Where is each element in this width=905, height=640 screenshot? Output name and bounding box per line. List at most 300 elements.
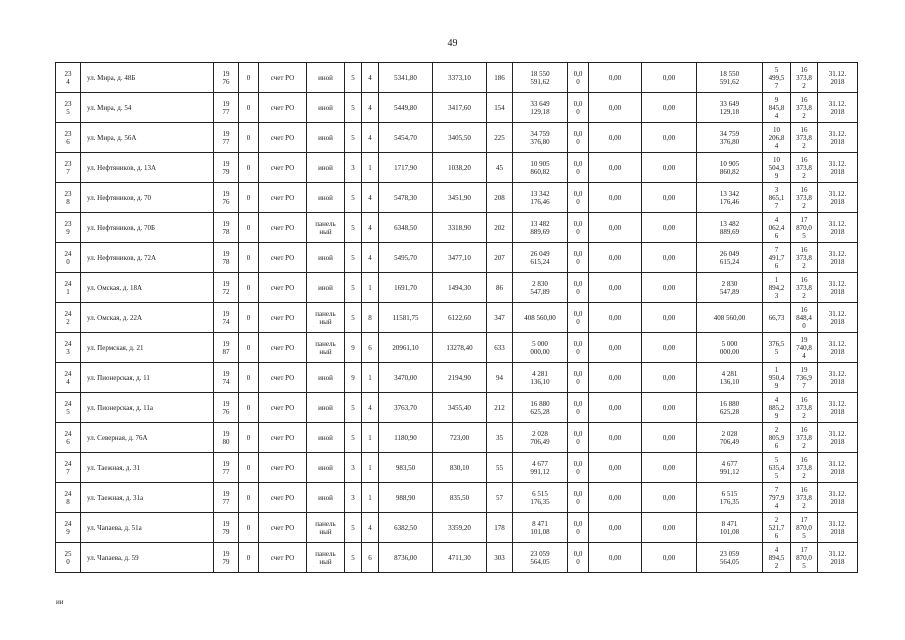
cell-completion-date xyxy=(818,63,858,93)
cell-text: 0,0 0 xyxy=(573,489,583,506)
cell-year-commissioned xyxy=(239,483,259,513)
cell-cost-federal xyxy=(568,513,589,543)
cell-fund-method xyxy=(259,243,307,273)
cell-row-number xyxy=(56,93,81,123)
cell-completion-date xyxy=(818,123,858,153)
cell-cost-federal xyxy=(568,243,589,273)
cell-text: 16 373,8 2 xyxy=(796,245,812,270)
cell-address xyxy=(81,453,214,483)
cell-max-unit-cost xyxy=(791,303,818,333)
cell-cost-owners xyxy=(697,483,763,513)
cell-floors xyxy=(345,363,362,393)
cell-unit-cost xyxy=(763,183,791,213)
cell-year-built xyxy=(214,273,239,303)
cell-address xyxy=(81,393,214,423)
cell-year-commissioned xyxy=(239,123,259,153)
cell-cost-municipal xyxy=(642,183,697,213)
cell-text: 31.12. 2018 xyxy=(828,99,847,116)
cell-text: 1 xyxy=(368,493,372,502)
cell-text: 830,10 xyxy=(449,463,470,472)
cell-max-unit-cost xyxy=(791,393,818,423)
cell-text: иной xyxy=(318,433,333,442)
cell-floors xyxy=(345,243,362,273)
cell-text: 4 062,4 6 xyxy=(768,215,785,240)
cell-fund-method xyxy=(259,273,307,303)
cell-entrances xyxy=(362,513,379,543)
cell-text: 13 482 889,69 xyxy=(530,219,550,236)
cell-cost-municipal xyxy=(642,63,697,93)
cell-text: 24 1 xyxy=(64,279,72,296)
cell-residents xyxy=(487,153,513,183)
cell-total-area xyxy=(379,63,433,93)
cell-text: 835,50 xyxy=(449,493,470,502)
cell-wall-material xyxy=(307,543,345,573)
cell-text: 5478,30 xyxy=(394,193,417,202)
cell-year-built xyxy=(214,213,239,243)
cell-wall-material xyxy=(307,393,345,423)
cell-max-unit-cost xyxy=(791,543,818,573)
cell-text: 23 4 xyxy=(64,69,72,86)
cell-cost-regional xyxy=(589,333,642,363)
cell-cost-owners xyxy=(697,303,763,333)
cell-residents xyxy=(487,543,513,573)
cell-text: 24 6 xyxy=(64,429,72,446)
cell-row-number xyxy=(56,243,81,273)
cell-text: 3 xyxy=(351,493,355,502)
cell-year-built xyxy=(214,183,239,213)
cell-text: 0,00 xyxy=(662,253,676,262)
cell-fund-method xyxy=(259,303,307,333)
cell-text: 0,0 0 xyxy=(573,519,583,536)
cell-text: 9 xyxy=(351,343,355,352)
cell-text: 0,0 0 xyxy=(573,399,583,416)
cell-floors xyxy=(345,513,362,543)
cell-total-cost xyxy=(513,243,568,273)
cell-text: 23 7 xyxy=(64,159,72,176)
cell-address xyxy=(81,273,214,303)
cell-max-unit-cost xyxy=(791,123,818,153)
cell-text: 0,0 0 xyxy=(573,309,583,326)
cell-fund-method xyxy=(259,423,307,453)
cell-cost-owners xyxy=(697,273,763,303)
cell-year-built xyxy=(214,63,239,93)
cell-fund-method xyxy=(259,213,307,243)
cell-text: 16 848,4 0 xyxy=(796,305,812,330)
cell-cost-municipal xyxy=(642,393,697,423)
cell-cost-owners xyxy=(697,183,763,213)
cell-text: счет РО xyxy=(270,193,295,202)
cell-text: 0,00 xyxy=(608,193,622,202)
cell-text: 10 905 860,82 xyxy=(530,159,550,176)
cell-cost-municipal xyxy=(642,333,697,363)
table-row xyxy=(56,93,858,123)
cell-row-number xyxy=(56,363,81,393)
cell-text: счет РО xyxy=(270,373,295,382)
cell-cost-municipal xyxy=(642,123,697,153)
cell-text: 16 373,8 2 xyxy=(796,185,812,210)
cell-year-built xyxy=(214,393,239,423)
cell-text: 0 xyxy=(246,553,251,562)
cell-text: 633 xyxy=(494,343,505,352)
cell-wall-material xyxy=(307,483,345,513)
cell-text: ул. Нефтяников, д. 70Б xyxy=(87,223,156,232)
cell-address xyxy=(81,513,214,543)
cell-text: 31.12. 2018 xyxy=(828,219,847,236)
cell-floors xyxy=(345,273,362,303)
cell-max-unit-cost xyxy=(791,63,818,93)
cell-text: 0,00 xyxy=(608,403,622,412)
cell-total-cost xyxy=(513,393,568,423)
cell-wall-material xyxy=(307,423,345,453)
table-row xyxy=(56,513,858,543)
cell-text: 6122,60 xyxy=(448,313,471,322)
cell-text: 3451,90 xyxy=(448,193,471,202)
cell-total-cost xyxy=(513,513,568,543)
cell-total-cost xyxy=(513,153,568,183)
cell-floors xyxy=(345,153,362,183)
cell-row-number xyxy=(56,513,81,543)
cell-max-unit-cost xyxy=(791,453,818,483)
cell-text: 1 950,4 9 xyxy=(768,365,785,390)
cell-cost-federal xyxy=(568,303,589,333)
cell-total-cost xyxy=(513,183,568,213)
cell-text: 31.12. 2018 xyxy=(828,459,847,476)
cell-text: ул. Пионерская, д. 11а xyxy=(87,403,153,412)
cell-text: 0,00 xyxy=(608,553,622,562)
cell-floors xyxy=(345,453,362,483)
cell-cost-owners xyxy=(697,513,763,543)
cell-completion-date xyxy=(818,183,858,213)
cell-text: 8 xyxy=(368,313,372,322)
cell-row-number xyxy=(56,63,81,93)
cell-residents xyxy=(487,483,513,513)
cell-text: счет РО xyxy=(270,253,295,262)
cell-text: 0,0 0 xyxy=(573,429,583,446)
table-row xyxy=(56,183,858,213)
cell-text: 225 xyxy=(494,133,505,142)
cell-unit-cost xyxy=(763,333,791,363)
cell-wall-material xyxy=(307,93,345,123)
cell-text: ул. Чапаева, д. 59 xyxy=(87,553,139,562)
cell-unit-cost xyxy=(763,513,791,543)
cell-unit-cost xyxy=(763,423,791,453)
cell-living-area xyxy=(433,93,487,123)
cell-text: 17 870,0 5 xyxy=(796,515,812,540)
cell-text: 408 560,00 xyxy=(713,313,746,322)
cell-text: 31.12. 2018 xyxy=(828,189,847,206)
cell-text: 3455,40 xyxy=(448,403,471,412)
cell-cost-regional xyxy=(589,213,642,243)
cell-text: 0,00 xyxy=(608,493,622,502)
cell-cost-owners xyxy=(697,423,763,453)
cell-text: 5 xyxy=(351,133,355,142)
cell-text: панель ный xyxy=(315,549,336,566)
cell-residents xyxy=(487,213,513,243)
cell-entrances xyxy=(362,363,379,393)
cell-unit-cost xyxy=(763,273,791,303)
cell-year-commissioned xyxy=(239,513,259,543)
cell-text: 16 373,8 2 xyxy=(796,125,812,150)
cell-text: 5 xyxy=(351,403,355,412)
cell-text: счет РО xyxy=(270,343,295,352)
cell-text: 207 xyxy=(494,253,505,262)
cell-text: 0,00 xyxy=(662,403,676,412)
cell-text: 0,00 xyxy=(662,133,676,142)
cell-floors xyxy=(345,213,362,243)
cell-text: счет РО xyxy=(270,313,295,322)
table-row xyxy=(56,393,858,423)
cell-text: 208 xyxy=(494,193,505,202)
cell-unit-cost xyxy=(763,393,791,423)
cell-text: 31.12. 2018 xyxy=(828,309,847,326)
cell-year-built xyxy=(214,483,239,513)
page-number: 49 xyxy=(447,38,458,49)
cell-text: 5 635,4 5 xyxy=(768,455,785,480)
cell-text: 19 79 xyxy=(222,519,230,536)
cell-text: 0,0 0 xyxy=(573,99,583,116)
cell-unit-cost xyxy=(763,483,791,513)
cell-text: 16 373,8 2 xyxy=(796,275,812,300)
cell-entrances xyxy=(362,123,379,153)
cell-year-commissioned xyxy=(239,213,259,243)
cell-text: 2 830 547,89 xyxy=(530,279,550,296)
cell-text: 4 894,5 2 xyxy=(768,545,785,570)
cell-completion-date xyxy=(818,543,858,573)
cell-year-built xyxy=(214,303,239,333)
cell-row-number xyxy=(56,123,81,153)
cell-text: иной xyxy=(318,73,333,82)
cell-cost-regional xyxy=(589,123,642,153)
cell-cost-regional xyxy=(589,303,642,333)
cell-residents xyxy=(487,393,513,423)
cell-text: иной xyxy=(318,373,333,382)
cell-total-area xyxy=(379,393,433,423)
cell-text: 0 xyxy=(246,343,251,352)
cell-text: иной xyxy=(318,193,333,202)
cell-year-commissioned xyxy=(239,243,259,273)
table-row xyxy=(56,333,858,363)
cell-row-number xyxy=(56,453,81,483)
cell-text: 0,00 xyxy=(662,433,676,442)
cell-text: 5 000 000,00 xyxy=(530,339,550,356)
cell-text: 0,00 xyxy=(608,163,622,172)
cell-floors xyxy=(345,543,362,573)
cell-fund-method xyxy=(259,453,307,483)
cell-cost-federal xyxy=(568,63,589,93)
cell-text: 0,00 xyxy=(662,553,676,562)
cell-text: 0,0 0 xyxy=(573,249,583,266)
cell-residents xyxy=(487,123,513,153)
cell-text: 5 xyxy=(351,193,355,202)
cell-text: 0,00 xyxy=(608,283,622,292)
cell-year-built xyxy=(214,453,239,483)
cell-wall-material xyxy=(307,273,345,303)
cell-floors xyxy=(345,123,362,153)
cell-unit-cost xyxy=(763,213,791,243)
cell-text: 186 xyxy=(494,73,505,82)
cell-completion-date xyxy=(818,513,858,543)
cell-text: 1 xyxy=(368,433,372,442)
cell-text: 376,5 5 xyxy=(768,339,785,356)
cell-fund-method xyxy=(259,483,307,513)
cell-text: 6 515 176,35 xyxy=(530,489,550,506)
cell-wall-material xyxy=(307,183,345,213)
cell-living-area xyxy=(433,183,487,213)
cell-cost-federal xyxy=(568,483,589,513)
cell-max-unit-cost xyxy=(791,243,818,273)
cell-text: счет РО xyxy=(270,403,295,412)
cell-text: 31.12. 2018 xyxy=(828,129,847,146)
table-row xyxy=(56,63,858,93)
cell-address xyxy=(81,483,214,513)
cell-text: 16 373,8 2 xyxy=(796,155,812,180)
cell-entrances xyxy=(362,543,379,573)
cell-cost-municipal xyxy=(642,363,697,393)
cell-text: иной xyxy=(318,493,333,502)
cell-cost-owners xyxy=(697,63,763,93)
cell-cost-municipal xyxy=(642,153,697,183)
cell-cost-federal xyxy=(568,423,589,453)
cell-text: 19 76 xyxy=(222,69,230,86)
cell-text: 13 482 889,69 xyxy=(719,219,740,236)
cell-text: ул. Нефтяников, д. 70 xyxy=(87,193,152,202)
cell-text: 94 xyxy=(496,373,503,382)
cell-year-built xyxy=(214,123,239,153)
cell-wall-material xyxy=(307,453,345,483)
cell-completion-date xyxy=(818,153,858,183)
cell-text: 0,0 0 xyxy=(573,219,583,236)
cell-unit-cost xyxy=(763,363,791,393)
cell-text: 5 xyxy=(351,283,355,292)
cell-row-number xyxy=(56,183,81,213)
cell-text: 0 xyxy=(246,193,251,202)
cell-row-number xyxy=(56,483,81,513)
cell-cost-municipal xyxy=(642,273,697,303)
cell-total-area xyxy=(379,333,433,363)
cell-floors xyxy=(345,393,362,423)
cell-text: 24 9 xyxy=(64,519,72,536)
cell-total-area xyxy=(379,423,433,453)
cell-text: 202 xyxy=(494,223,505,232)
cell-address xyxy=(81,153,214,183)
table-row xyxy=(56,453,858,483)
cell-text: 3405,50 xyxy=(448,133,471,142)
cell-cost-federal xyxy=(568,333,589,363)
cell-entrances xyxy=(362,183,379,213)
cell-text: 16 373,8 2 xyxy=(796,485,812,510)
cell-year-commissioned xyxy=(239,273,259,303)
cell-text: 16 373,8 2 xyxy=(796,65,812,90)
cell-entrances xyxy=(362,303,379,333)
cell-completion-date xyxy=(818,393,858,423)
cell-floors xyxy=(345,303,362,333)
cell-cost-regional xyxy=(589,153,642,183)
cell-text: 1038,20 xyxy=(448,163,471,172)
cell-total-cost xyxy=(513,543,568,573)
cell-text: 0,00 xyxy=(608,373,622,382)
cell-completion-date xyxy=(818,423,858,453)
cell-text: счет РО xyxy=(270,283,295,292)
cell-text: 31.12. 2018 xyxy=(828,279,847,296)
cell-text: счет РО xyxy=(270,133,295,142)
cell-unit-cost xyxy=(763,243,791,273)
cell-max-unit-cost xyxy=(791,483,818,513)
cell-cost-regional xyxy=(589,183,642,213)
cell-total-cost xyxy=(513,93,568,123)
cell-year-commissioned xyxy=(239,423,259,453)
cell-cost-federal xyxy=(568,363,589,393)
cell-text: 16 373,8 2 xyxy=(796,425,812,450)
cell-address xyxy=(81,123,214,153)
cell-text: 0,00 xyxy=(662,103,676,112)
cell-text: 0 xyxy=(246,493,251,502)
cell-text: 34 759 376,80 xyxy=(719,129,740,146)
cell-text: 0,0 0 xyxy=(573,189,583,206)
cell-text: 86 xyxy=(496,283,503,292)
table-row xyxy=(56,213,858,243)
cell-text: 408 560,00 xyxy=(524,313,556,322)
cell-cost-regional xyxy=(589,423,642,453)
cell-residents xyxy=(487,63,513,93)
cell-text: 5 xyxy=(351,523,355,532)
cell-address xyxy=(81,183,214,213)
cell-text: 5449,80 xyxy=(394,103,417,112)
cell-cost-owners xyxy=(697,363,763,393)
cell-text: 0,00 xyxy=(662,163,676,172)
cell-year-built xyxy=(214,543,239,573)
cell-cost-federal xyxy=(568,123,589,153)
cell-text: 0,00 xyxy=(662,343,676,352)
cell-text: 24 7 xyxy=(64,459,72,476)
cell-text: 19 77 xyxy=(222,129,230,146)
cell-address xyxy=(81,543,214,573)
cell-text: 55 xyxy=(496,463,503,472)
cell-text: 0 xyxy=(246,373,251,382)
cell-text: 0 xyxy=(246,223,251,232)
cell-total-cost xyxy=(513,123,568,153)
cell-text: 154 xyxy=(494,103,505,112)
cell-cost-regional xyxy=(589,483,642,513)
cell-text: 0 xyxy=(246,103,251,112)
cell-text: иной xyxy=(318,463,333,472)
cell-floors xyxy=(345,63,362,93)
cell-text: ул. Таежная, д. 31 xyxy=(87,463,140,472)
cell-total-area xyxy=(379,303,433,333)
cell-text: 2 028 706,49 xyxy=(530,429,550,446)
table-row xyxy=(56,543,858,573)
cell-cost-regional xyxy=(589,513,642,543)
cell-completion-date xyxy=(818,93,858,123)
cell-text: 5 xyxy=(351,223,355,232)
cell-text: 13 342 176,46 xyxy=(719,189,740,206)
cell-text: 3 865,1 7 xyxy=(768,185,785,210)
cell-text: панель ный xyxy=(315,309,336,326)
cell-living-area xyxy=(433,243,487,273)
cell-total-cost xyxy=(513,333,568,363)
cell-max-unit-cost xyxy=(791,513,818,543)
cell-completion-date xyxy=(818,453,858,483)
cell-text: 0 xyxy=(246,433,251,442)
cell-address xyxy=(81,423,214,453)
cell-text: 0 xyxy=(246,523,251,532)
cell-residents xyxy=(487,273,513,303)
cell-text: 19 78 xyxy=(222,249,230,266)
cell-text: 35 xyxy=(496,433,503,442)
cell-text: 23 059 564,05 xyxy=(530,549,550,566)
cell-text: 24 3 xyxy=(64,339,72,356)
cell-cost-municipal xyxy=(642,543,697,573)
cell-living-area xyxy=(433,363,487,393)
